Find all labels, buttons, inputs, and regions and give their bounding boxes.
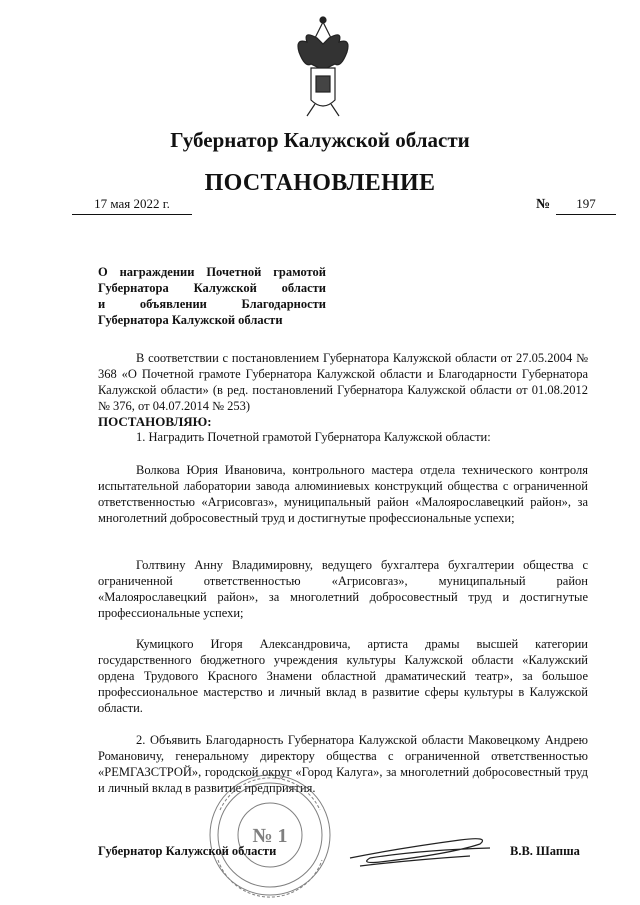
official-seal-icon — [200, 770, 340, 900]
signatory-title: Губернатор Калужской области — [98, 844, 277, 858]
document-date: 17 мая 2022 г. — [72, 196, 192, 215]
resolve-heading: ПОСТАНОВЛЯЮ: — [98, 414, 212, 429]
handwritten-signature-icon — [340, 818, 500, 878]
document-type-heading: ПОСТАНОВЛЕНИЕ — [204, 170, 436, 196]
item-2-paragraph: 2. Объявить Благодарность Губернатора Калужской области Маковецкому Андрею Романовичу, генеральному директору общества с ограниченной ответственностью «РЕМГАЗСТРОЙ», городской округ «Город Калуга», за многолетний добросовестный труд и личный вклад в развитие предприятия. — [98, 733, 588, 795]
awardee-paragraph-kumitsky: Кумицкого Игоря Александровича, артиста драмы высшей категории государственного бюджетного учреждения культуры Калужской области «Калужский ордена Трудового Красного Знамени областной драматический театр», за большое профессиональное мастерство и личный вклад в развитие сферы культуры в Калужской области. — [98, 637, 588, 715]
subject-line: О награждении Почетной грамотой — [98, 265, 326, 279]
document-number: 197 — [556, 196, 616, 215]
subject-line: и объявлении Благодарности — [98, 297, 326, 311]
preamble-paragraph: В соответствии с постановлением Губернатора Калужской области от 27.05.2004 № 368 «О Почетной грамоте Губернатора Калужской области и Благодарности Губернатора Калужской области» (в ред. постановлений Губернатора Калужской области от 01.08.2012 № 376, от 04.07.2014 № 253) — [98, 351, 588, 413]
document-number-label: № — [536, 197, 551, 212]
org-title: Губернатор Калужской области — [170, 128, 470, 152]
item-1-text: 1. Наградить Почетной грамотой Губернатора Калужской области: — [136, 430, 491, 444]
awardee-paragraph-goltvina: Голтвину Анну Владимировну, ведущего бухгалтера бухгалтерии общества с ограниченной ответственностью «Агрисовгаз», муниципальный район «Малоярославецкий район», за многолетний добросовестный труд и достигнутые профессиональные успехи; — [98, 558, 588, 620]
subject-line: Губернатора Калужской области — [98, 281, 326, 295]
signatory-name: В.В. Шапша — [510, 844, 580, 858]
document-subject — [98, 264, 326, 328]
subject-line: Губернатора Калужской области — [98, 313, 283, 327]
seal-number: № 1 — [252, 825, 288, 847]
awardee-paragraph-volkov: Волкова Юрия Ивановича, контрольного мастера отдела технического контроля испытательной лаборатории завода алюминиевых конструкций общества с ограниченной ответственностью «Агрисовгаз», муниципальный район «Малоярославецкий район», за многолетний добросовестный труд и достигнутые профессиональные успехи; — [98, 463, 588, 525]
coat-of-arms-icon — [293, 8, 353, 120]
